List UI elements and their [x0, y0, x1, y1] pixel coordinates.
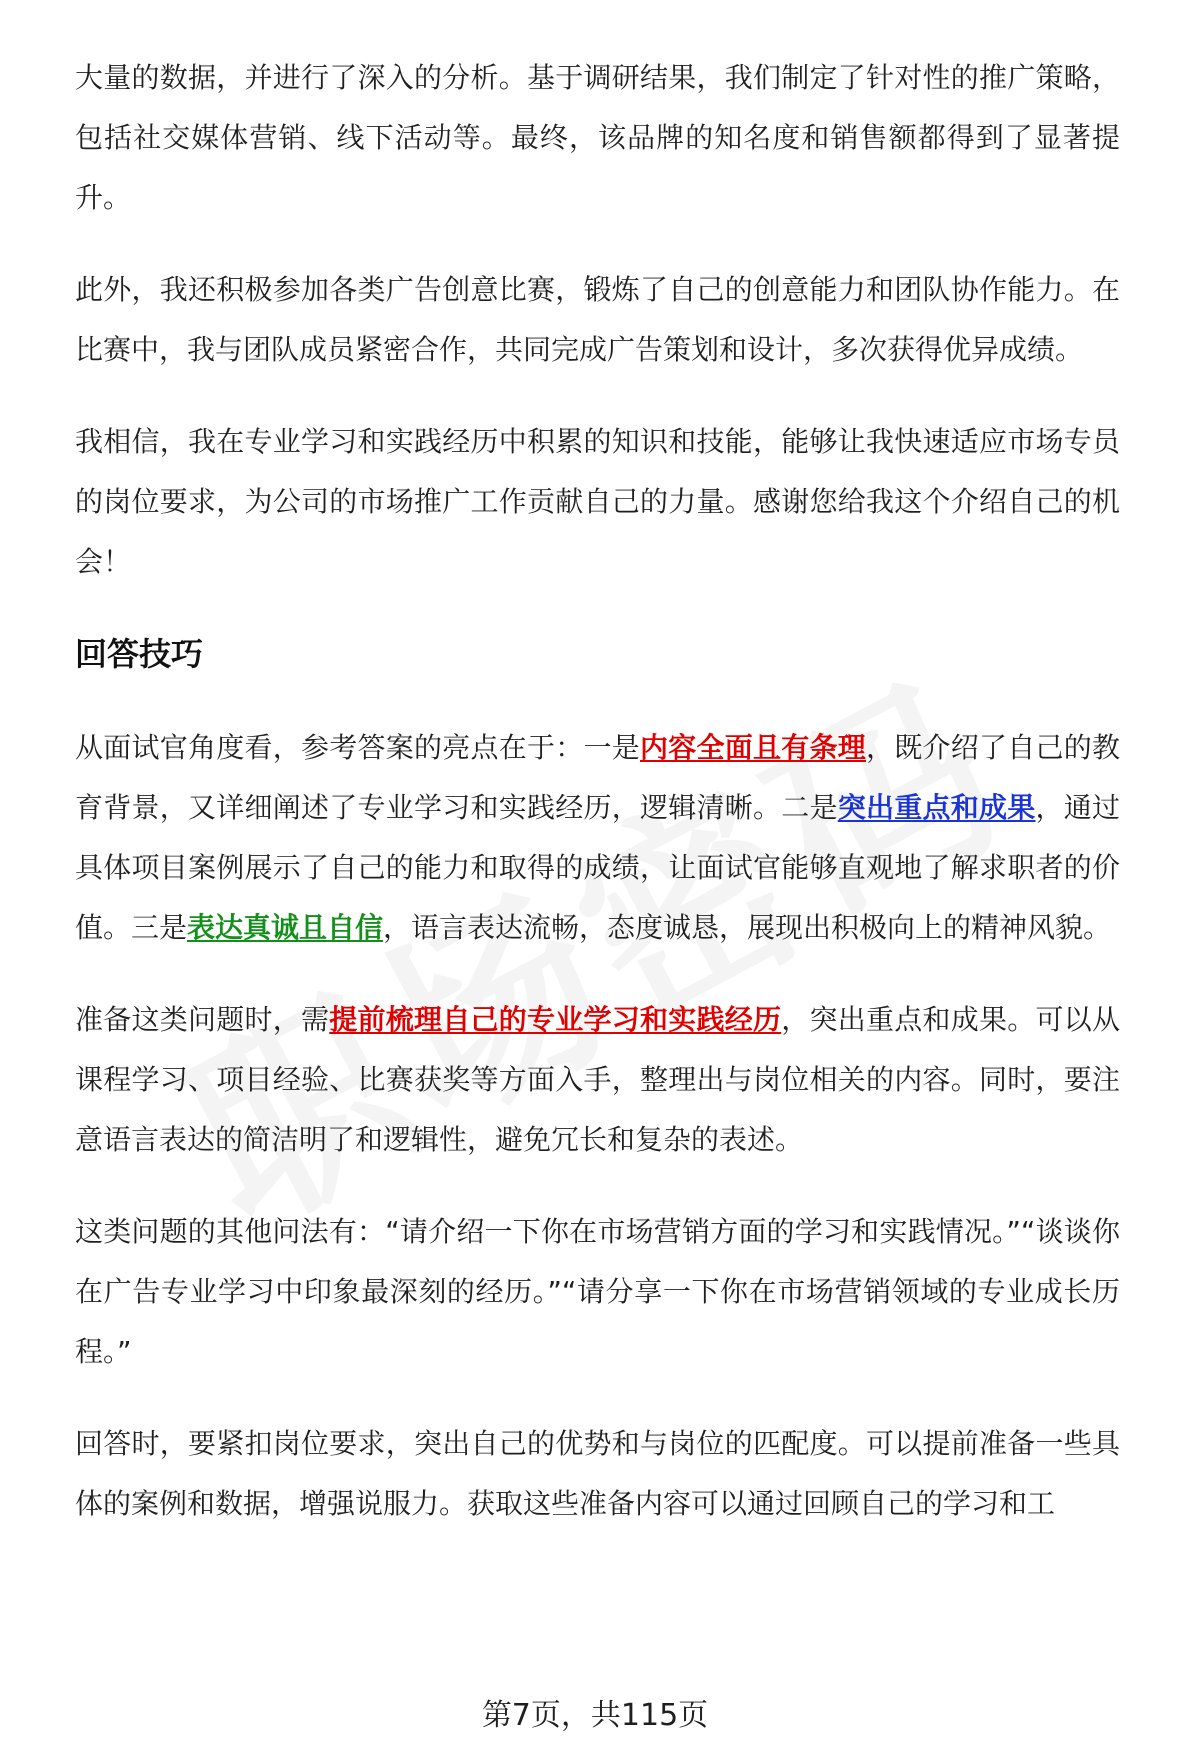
tip-text: 从面试官角度看，参考答案的亮点在于：一是 [75, 731, 640, 764]
tip-text: ，通过具体项目案例展示了自己的能力和取得的成绩，让面试官能够直观地了解求职者的价值。三是 [75, 791, 1120, 944]
tip-paragraph-preparation [75, 990, 1120, 1170]
tip-text: ，语言表达流畅，态度诚恳，展现出积极向上的精神风貌。 [383, 911, 1112, 944]
tip-text: ，既介绍了自己的教育背景，又详细阐述了专业学习和实践经历，逻辑清晰。二是 [75, 731, 1120, 824]
paragraph-competition: 此外，我还积极参加各类广告创意比赛，锻炼了自己的创意能力和团队协作能力。在比赛中，我与团队成员紧密合作，共同完成广告策划和设计，多次获得优异成绩。 [75, 273, 1120, 366]
highlight-blue: 突出重点和成果 [837, 791, 1036, 824]
paragraph-conclusion: 我相信，我在专业学习和实践经历中积累的知识和技能，能够让我快速适应市场专员的岗位要求，为公司的市场推广工作贡献自己的力量。感谢您给我这个介绍自己的机会！ [75, 425, 1120, 578]
tip-paragraph-alternatives: 这类问题的其他问法有：“请介绍一下你在市场营销方面的学习和实践情况。”“谈谈你在广告专业学习中印象最深刻的经历。”“请分享一下你在市场营销领域的专业成长历程。” [75, 1215, 1120, 1368]
section-title: 回答技巧 [75, 635, 204, 673]
tip-text: 准备这类问题时，需 [75, 1003, 330, 1036]
highlight-red: 内容全面且有条理 [639, 731, 866, 764]
highlight-green: 表达真诚且自信 [187, 911, 384, 944]
tip-paragraph-answering: 回答时，要紧扣岗位要求，突出自己的优势和与岗位的匹配度。可以提前准备一些具体的案例和数据，增强说服力。获取这些准备内容可以通过回顾自己的学习和工 [75, 1427, 1120, 1520]
paragraph-analysis: 大量的数据，并进行了深入的分析。基于调研结果，我们制定了针对性的推广策略，包括社交媒体营销、线下活动等。最终，该品牌的知名度和销售额都得到了显著提升。 [75, 61, 1120, 214]
tip-paragraph-highlights [75, 718, 1120, 958]
highlight-red: 提前梳理自己的专业学习和实践经历 [329, 1003, 782, 1036]
page-number: 第7页，共115页 [481, 1698, 709, 1733]
document-body [75, 48, 1120, 1566]
tip-text: ，突出重点和成果。可以从课程学习、项目经验、比赛获奖等方面入手，整理出与岗位相关的内容。同时，要注意语言表达的简洁明了和逻辑性，避免冗长和复杂的表述。 [75, 1003, 1120, 1156]
